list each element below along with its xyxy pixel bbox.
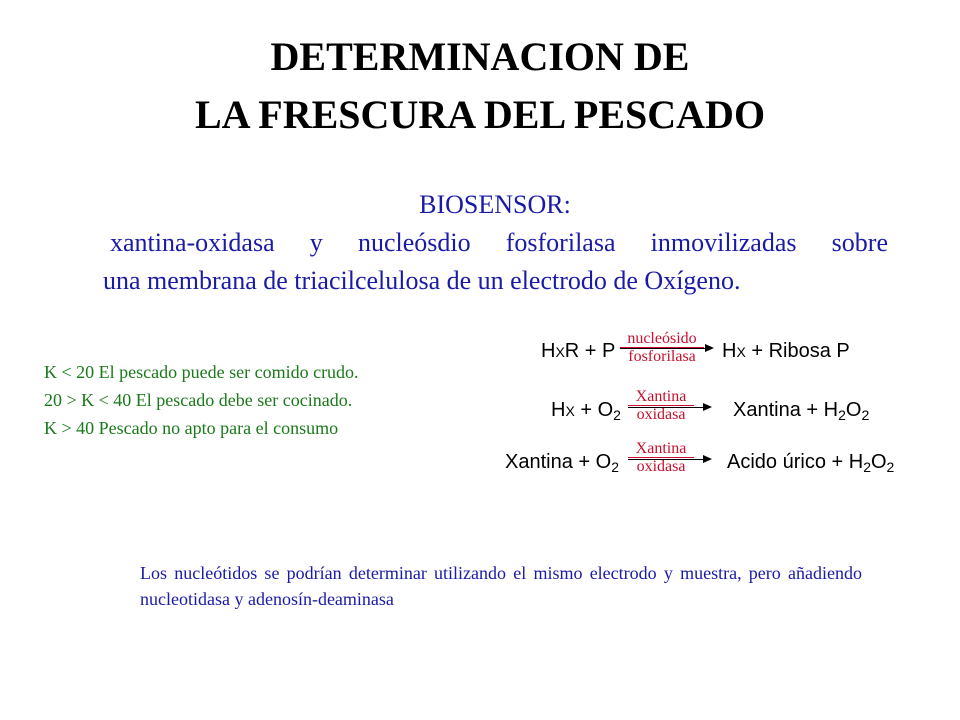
reaction-2-products: Xantina + $H_2O_2$ [733,399,870,423]
reaction-2-enzyme-top: Xantina [628,388,694,406]
reaction-2-reactants: HX + $O_2$ [551,399,621,423]
reaction-1-reactants: HXR + P [541,340,616,362]
reaction-3-reactant-name: Xantina [505,451,573,473]
reaction-2-arrow [628,407,710,408]
reaction-3-enzyme [628,440,694,475]
biosensor-heading: BIOSENSOR: [419,190,571,219]
reaction-1-products: HX + Ribosa P [722,340,850,362]
reaction-2-enzyme [628,388,694,423]
biosensor-description-line-1: xantina-oxidasa y nucleósdio fosforilasa inmovilizadas sobre [110,228,888,257]
reaction-3-enzyme-bottom: oxidasa [636,458,686,475]
nucleotide-note: Los nucleótidos se podrían determinar utilizando el mismo electrodo y muestra, pero añadiendo nucleotidasa y adenosín-deaminasa [140,563,862,609]
reaction-3-product-name: Acido úrico [727,451,826,473]
title-line-2: LA FRESCURA DEL PESCADO [194,92,766,137]
biosensor-description-line-2: una membrana de triacilcelulosa de un electrodo de Oxígeno. [103,266,741,295]
reaction-3-products: Acido úrico + $H_2O_2$ [727,451,895,475]
reaction-3-arrow [628,459,710,460]
reaction-1-product-name: Ribosa P [768,340,850,362]
title-line-1: DETERMINACION DE [270,34,690,79]
reaction-1-enzyme-bottom: fosforilasa [628,348,696,365]
criterion-cooked: 20 > K < 40 El pescado debe ser cocinado. [44,390,353,410]
reaction-2-enzyme-bottom: oxidasa [636,406,686,423]
reaction-2-product-name: Xantina [733,399,801,421]
reaction-1-enzyme-top: nucleósido [620,330,704,348]
reaction-1-arrow [620,348,712,349]
criterion-unfit: K > 40 Pescado no apto para el consumo [44,418,339,438]
criterion-raw: K < 20 El pescado puede ser comido crudo. [44,362,359,382]
reaction-3-enzyme-top: Xantina [628,440,694,458]
reaction-3-reactants: Xantina + $O_2$ [505,451,619,475]
